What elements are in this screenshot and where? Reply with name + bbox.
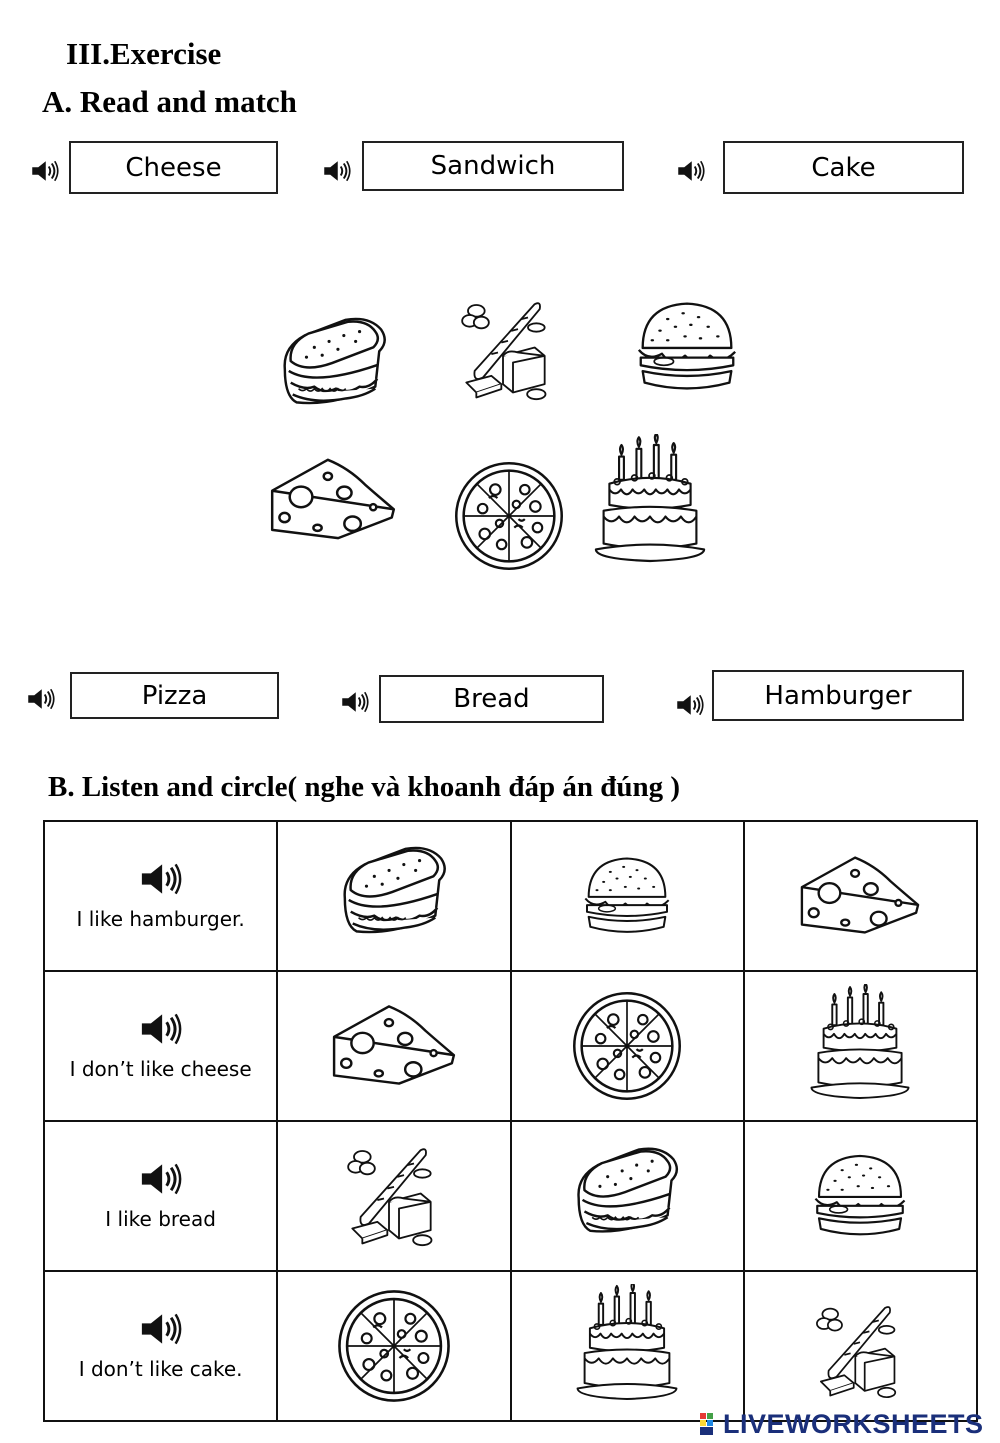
bread-icon[interactable] — [458, 290, 558, 410]
bread-icon[interactable] — [344, 1135, 444, 1257]
word-box-cheese[interactable]: Cheese — [69, 141, 278, 194]
speaker-icon[interactable] — [138, 1311, 184, 1347]
option-cell[interactable] — [511, 1271, 744, 1421]
pizza-icon[interactable] — [450, 458, 568, 574]
speaker-icon[interactable] — [138, 1161, 184, 1197]
table-row — [44, 1271, 977, 1421]
exercise-heading: III.Exercise — [66, 36, 222, 71]
bread-icon[interactable] — [813, 1289, 907, 1413]
speaker-icon[interactable] — [138, 861, 184, 897]
pizza-icon[interactable] — [569, 988, 685, 1104]
hamburger-icon[interactable] — [628, 294, 746, 400]
speaker-icon[interactable] — [30, 158, 60, 184]
prompt-sentence: I like hamburger. — [76, 907, 245, 931]
listen-circle-table — [43, 820, 978, 1422]
hamburger-icon[interactable] — [577, 849, 677, 943]
option-cell[interactable] — [277, 1271, 510, 1421]
section-a-heading: A. Read and match — [42, 84, 297, 119]
option-cell[interactable] — [744, 971, 977, 1121]
speaker-icon[interactable] — [322, 158, 352, 184]
option-cell[interactable] — [744, 1121, 977, 1271]
prompt-cell — [44, 1121, 277, 1271]
speaker-icon[interactable] — [26, 686, 56, 712]
option-cell[interactable] — [744, 1271, 977, 1421]
prompt-cell — [44, 971, 277, 1121]
pizza-icon[interactable] — [334, 1286, 454, 1406]
cheese-icon[interactable] — [266, 452, 400, 548]
option-cell[interactable] — [511, 1121, 744, 1271]
logo-mark-icon — [700, 1411, 720, 1437]
option-cell[interactable] — [744, 821, 977, 971]
option-cell[interactable] — [277, 1121, 510, 1271]
word-box-cake[interactable]: Cake — [723, 141, 964, 194]
sandwich-icon[interactable] — [567, 1138, 687, 1254]
cake-icon[interactable] — [574, 1284, 680, 1408]
option-cell[interactable] — [277, 821, 510, 971]
option-cell[interactable] — [277, 971, 510, 1121]
sandwich-icon[interactable] — [272, 308, 396, 426]
hamburger-icon[interactable] — [805, 1147, 915, 1245]
section-b-heading: B. Listen and circle( nghe và khoanh đáp án đúng ) — [48, 771, 680, 803]
prompt-sentence: I don’t like cake. — [78, 1357, 243, 1381]
option-cell[interactable] — [511, 971, 744, 1121]
cheese-icon[interactable] — [328, 999, 460, 1093]
speaker-icon[interactable] — [676, 158, 706, 184]
word-box-bread[interactable]: Bread — [379, 675, 604, 723]
speaker-icon[interactable] — [675, 692, 705, 718]
word-box-hamburger[interactable]: Hamburger — [712, 670, 964, 721]
word-box-pizza[interactable]: Pizza — [70, 672, 279, 719]
speaker-icon[interactable] — [138, 1011, 184, 1047]
table-row — [44, 1121, 977, 1271]
speaker-icon[interactable] — [340, 689, 370, 715]
cheese-icon[interactable] — [796, 851, 924, 941]
table-row — [44, 971, 977, 1121]
prompt-sentence: I don’t like cheese — [69, 1057, 252, 1081]
liveworksheets-logo — [700, 1408, 984, 1440]
table-row — [44, 821, 977, 971]
logo-text: LIVEWORKSHEETS — [723, 1408, 984, 1439]
word-box-sandwich[interactable]: Sandwich — [362, 141, 624, 191]
prompt-cell — [44, 821, 277, 971]
option-cell[interactable] — [511, 821, 744, 971]
prompt-cell — [44, 1271, 277, 1421]
sandwich-icon[interactable] — [333, 837, 455, 955]
cake-icon[interactable] — [808, 984, 912, 1108]
prompt-sentence: I like bread — [105, 1207, 216, 1231]
cake-icon[interactable] — [592, 434, 708, 572]
